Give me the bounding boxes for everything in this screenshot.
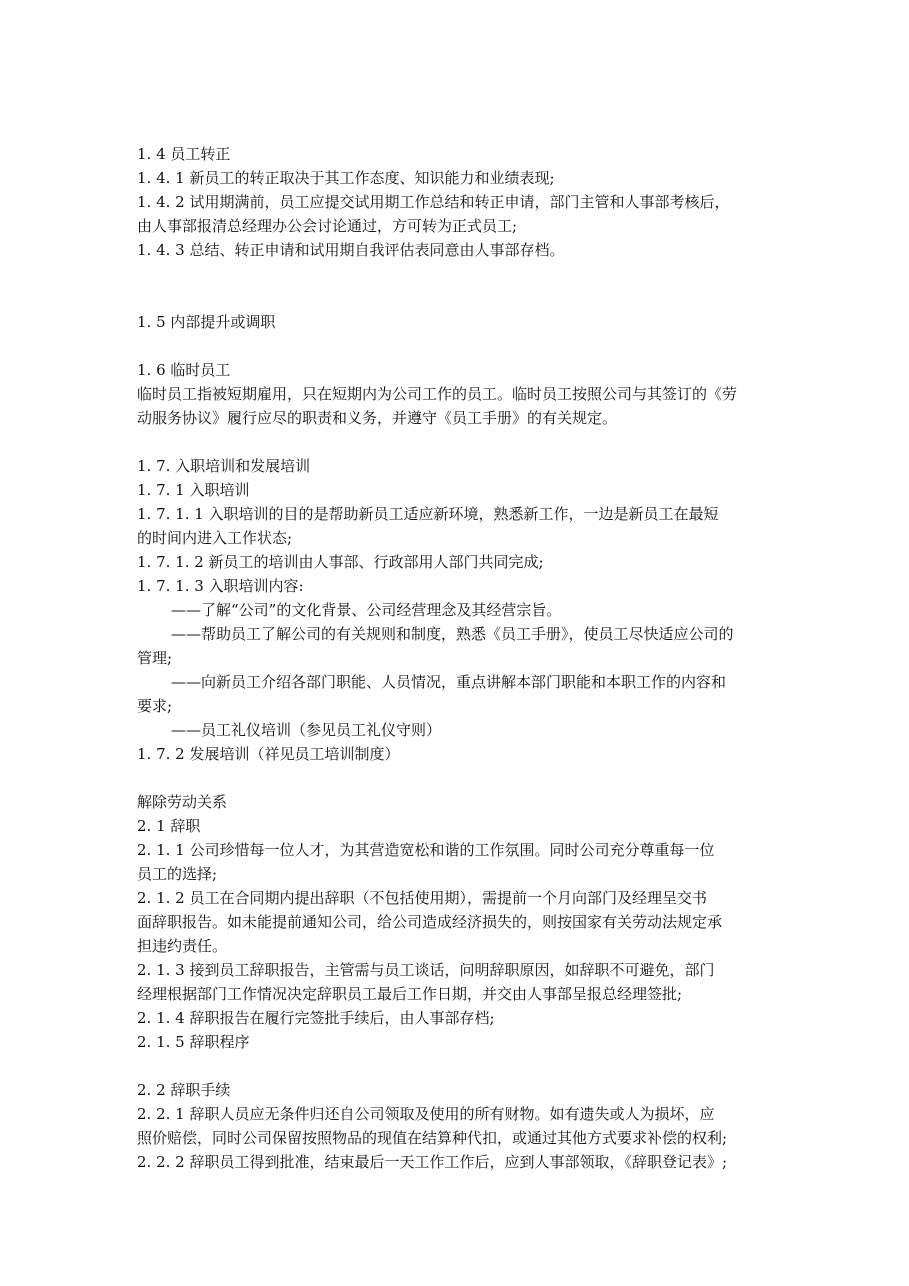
paragraph-line: 2. 1. 1 公司珍惜每一位人才，为其营造宽松和谐的工作氛围。同时公司充分尊重每一位 [137,841,715,859]
paragraph-line: 1. 4. 1 新员工的转正取决于其工作态度、知识能力和业绩表现; [137,169,555,187]
paragraph-line: 经理根据部门工作情况决定辞职员工最后工作日期，并交由人事部呈报总经理签批; [137,985,683,1003]
paragraph-line: 1. 7. 1. 2 新员工的培训由人事部、行政部用人部门共同完成; [137,553,544,571]
paragraph-line: 1. 7. 1. 3 入职培训内容: [137,577,304,595]
list-item: ——向新员工介绍各部门职能、人员情况，重点讲解本部门职能和本职工作的内容和 [171,673,727,691]
paragraph-line: 动服务协议》履行应尽的职责和义务，并遵守《员工手册》的有关规定。 [137,409,618,427]
section-heading: 1. 4 员工转正 [137,145,231,163]
paragraph-line: 由人事部报清总经理办公会讨论通过，方可转为正式员工; [137,217,518,235]
spacer [137,766,787,790]
spacer [137,262,787,310]
paragraph-line: 2. 1. 5 辞职程序 [137,1033,250,1051]
paragraph-line: 担违约责任。 [137,937,228,955]
paragraph-line: 2. 1. 4 辞职报告在履行完签批手续后，由人事部存档; [137,1009,495,1027]
section-heading: 1. 7. 入职培训和发展培训 [137,457,311,475]
paragraph-line: 面辞职报告。如未能提前通知公司，给公司造成经济损失的，则按国家有关劳动法规定承 [137,913,723,931]
list-item: ——帮助员工了解公司的有关规则和制度，熟悉《员工手册》，使员工尽快适应公司的 [171,625,734,643]
section-heading: 2. 2 辞职手续 [137,1081,231,1099]
paragraph-line: 2. 2. 2 辞职员工得到批准，结束最后一天工作工作后，应到人事部领取，《辞职登记表》; [137,1153,728,1171]
section-heading: 2. 1 辞职 [137,817,201,835]
list-item: ——了解“公司”的文化背景、公司经营理念及其经营宗旨。 [171,601,562,619]
paragraph-line: 临时员工指被短期雇用，只在短期内为公司工作的员工。临时员工按照公司与其签订的《劳 [137,385,738,403]
spacer [137,430,787,454]
paragraph-line: 1. 4. 2 试用期满前，员工应提交试用期工作总结和转正申请，部门主管和人事部考核后， [137,193,730,211]
paragraph-line: 2. 1. 2 员工在合同期内提出辞职（不包括使用期），需提前一个月向部门及经理呈交书 [137,889,707,907]
section-heading: 1. 6 临时员工 [137,361,231,379]
subsection-heading: 1. 7. 2 发展培训（祥见员工培训制度） [137,745,400,763]
spacer [137,1054,787,1078]
spacer [137,334,787,358]
paragraph-line: 1. 7. 1. 1 入职培训的目的是帮助新员工适应新环境，熟悉新工作，一边是新员工在最短 [137,505,719,523]
section-heading: 1. 5 内部提升或调职 [137,313,276,331]
paragraph-line: 2. 2. 1 辞职人员应无条件归还自公司领取及使用的所有财物。如有遗失或人为损坏，应 [137,1105,715,1123]
chapter-heading: 解除劳动关系 [137,793,228,811]
paragraph-line: 1. 4. 3 总结、转正申请和试用期自我评估表同意由人事部存档。 [137,241,565,259]
paragraph-line: 照价赔偿，同时公司保留按照物品的现值在结算种代扣，或通过其他方式要求补偿的权利; [137,1129,728,1147]
document-body [137,142,787,1174]
paragraph-line: 的时间内进入工作状态; [137,529,293,547]
list-item: ——员工礼仪培训（参见员工礼仪守则） [171,721,442,739]
paragraph-line: 要求; [137,697,173,715]
paragraph-line: 2. 1. 3 接到员工辞职报告，主管需与员工谈话，问明辞职原因，如辞职不可避免，部门 [137,961,715,979]
paragraph-line: 员工的选择; [137,865,218,883]
subsection-heading: 1. 7. 1 入职培训 [137,481,250,499]
paragraph-line: 管理; [137,649,173,667]
